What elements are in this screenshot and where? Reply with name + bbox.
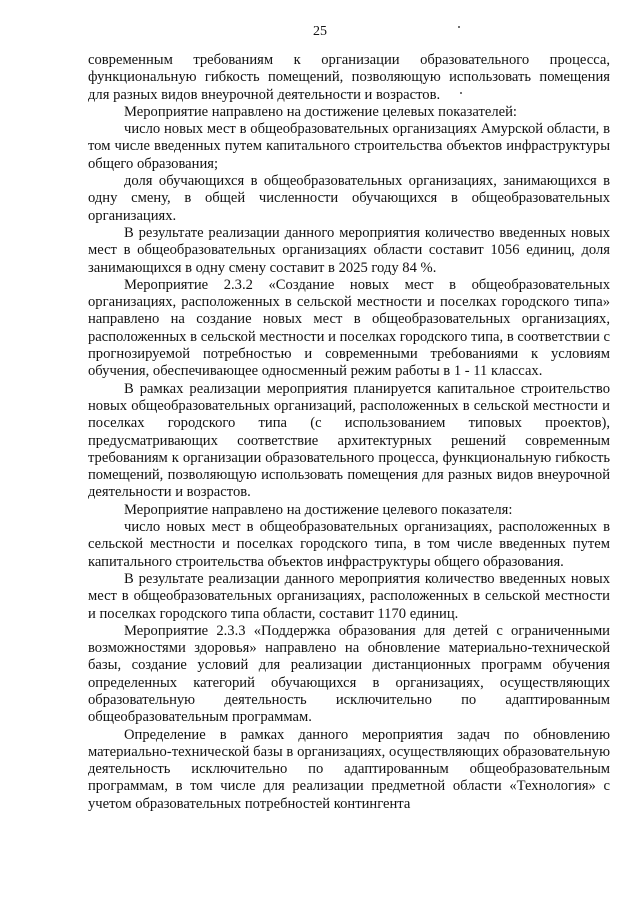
scan-speck [458, 26, 460, 28]
paragraph: Мероприятие 2.3.2 «Создание новых мест в общеобразовательных организациях, расположенных в сельской местности и поселках городского типа» направлено на создание новых мест в общеобразовательных организациях, расположенных в сельской местности и поселках городского типа, в соответствии с прогнозируемой потребностью и современными требованиями к условиям обучения, обеспечивающее односменный режим работы в 1 - 11 классах. [88, 276, 610, 380]
paragraph: число новых мест в общеобразовательных организациях Амурской области, в том числе введенных путем капитального строительства объектов инфраструктуры общего образования; [88, 121, 610, 172]
page-number: 25 [313, 24, 327, 39]
paragraph: число новых мест в общеобразовательных организациях, расположенных в сельской местности и поселках городского типа, в том числе введенных путем капитального строительства объектов инфраструктуры общего образования. [88, 519, 610, 570]
paragraph: В результате реализации данного мероприятия количество введенных новых мест в общеобразовательных организациях области составит 1056 единиц, доля занимающихся в одну смену составит в 2025 году 84 %. [88, 224, 610, 276]
paragraph: современным требованиям к организации образовательного процесса, функциональную гибкость помещений, позволяющую использовать помещения для разных видов внеурочной деятельности и возрастов. [88, 52, 610, 103]
paragraph: Мероприятие направлено на достижение целевого показателя: [124, 501, 513, 518]
paragraph: Мероприятие направлено на достижение целевых показателей: [124, 103, 517, 120]
paragraph: Мероприятие 2.3.3 «Поддержка образования для детей с ограниченными возможностями здоровья» направлено на обновление материально-технической базы, создание условий для реализации дистанционных программ обучения определенных категорий обучающихся в организациях, осуществляющих образовательную деятельность исключительно по адаптированным общеобразовательным программам. [88, 622, 610, 726]
paragraph: В результате реализации данного мероприятия количество введенных новых мест в общеобразовательных организациях, расположенных в сельской местности и поселках городского типа области, составит 1170 единиц. [88, 570, 610, 622]
paragraph: Определение в рамках данного мероприятия задач по обновлению материально-технической базы в организациях, осуществляющих образовательную деятельность исключительно по адаптированным общеобразовательным программам, в том числе для реализации предметной области «Технология» с учетом образовательных потребностей контингента [88, 726, 610, 812]
body-text [88, 52, 610, 813]
paragraph: доля обучающихся в общеобразовательных организациях, занимающихся в одну смену, в общей численности обучающихся в общеобразовательных организациях. [88, 173, 610, 224]
paragraph: В рамках реализации мероприятия планируется капитальное строительство новых общеобразовательных организаций, расположенных в сельской местности и поселках городского типа (с использованием типовых проектов), предусматривающих соответствие архитектурных решений современным требованиям к организации образовательного процесса, функциональную гибкость помещений, позволяющую использовать помещения для разных видов внеурочной деятельности и возрастов. [88, 380, 610, 501]
scan-speck [460, 92, 462, 94]
